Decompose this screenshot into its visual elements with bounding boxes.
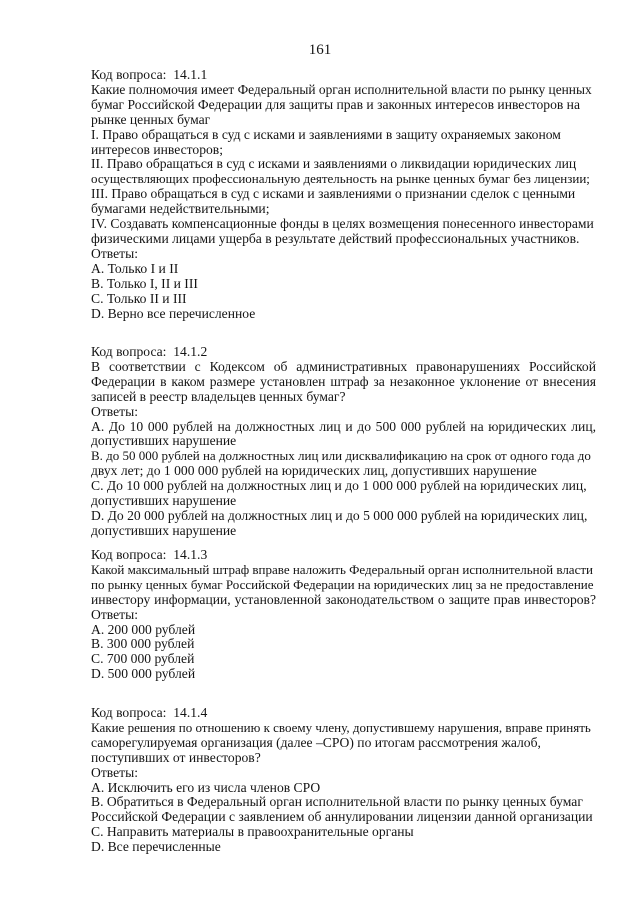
question-code-label: Код вопроса: xyxy=(91,344,174,359)
answer-option-line: B. Обратиться в Федеральный орган исполнительной власти по рынку ценных бумаг xyxy=(91,794,583,810)
answer-option-line: D. Все перечисленные xyxy=(91,839,221,855)
answers-label: Ответы: xyxy=(91,764,138,780)
statement-line: III. Право обращаться в суд с исками и заявлениями о признании сделок с ценными xyxy=(91,186,576,202)
answer-option-line: A. 200 000 рублей xyxy=(91,621,196,637)
answers-label: Ответы: xyxy=(91,606,138,622)
question-code: 14.1.2 xyxy=(173,344,208,359)
question-text-line: Какой максимальный штраф вправе наложить Федеральный орган исполнительной власти xyxy=(91,561,593,577)
statement-line: I. Право обращаться в суд с исками и заявлениями в защиту охраняемых законом xyxy=(91,126,561,142)
answer-option-line: C. До 10 000 рублей на должностных лиц и до 1 000 000 рублей на юридических лиц, xyxy=(91,478,587,494)
statement-line: II. Право обращаться в суд с исками и заявлениями о ликвидации юридических лиц xyxy=(91,156,577,172)
question-code-line xyxy=(91,345,596,360)
question-code-line xyxy=(91,68,596,83)
question-text-line: Какие решения по отношению к своему члену, допустившему нарушения, вправе принять xyxy=(91,719,591,735)
answer-option-line: A. Только I и II xyxy=(91,260,179,276)
answer-option-line: C. Направить материалы в правоохранительные органы xyxy=(91,824,414,840)
question-text-line: бумаг Российской Федерации для защиты прав и законных интересов инвесторов на xyxy=(91,96,580,112)
answers-label: Ответы: xyxy=(91,403,138,419)
answer-option-line: B. 300 000 рублей xyxy=(91,636,195,652)
question-code-line xyxy=(91,548,596,563)
answer-option-line: допустивших нарушение xyxy=(91,522,237,538)
question-block-14-1-4 xyxy=(91,706,596,855)
answer-option-line: C. 700 000 рублей xyxy=(91,651,195,667)
statement-line: осуществляющих профессиональную деятельность на рынке ценных бумаг без лицензии; xyxy=(91,171,590,187)
answer-option-line: D. 500 000 рублей xyxy=(91,666,196,682)
answer-option-line: допустивших нарушение xyxy=(91,493,237,509)
question-code: 14.1.3 xyxy=(173,547,208,562)
page-number: 161 xyxy=(308,42,332,58)
question-text-line: поступивших от инвесторов? xyxy=(91,749,261,765)
answer-option-line: D. До 20 000 рублей на должностных лиц и до 5 000 000 рублей на юридических лиц, xyxy=(91,507,588,523)
question-text-line: инвестору информации, установленной законодательством о защите прав инвесторов? xyxy=(91,591,596,607)
statement-line: интересов инвесторов; xyxy=(91,141,223,157)
answer-option-line: A. Исключить его из числа членов СРО xyxy=(91,779,321,795)
question-text-line: саморегулируемая организация (далее –СРО) по итогам рассмотрения жалоб, xyxy=(91,734,541,750)
question-code: 14.1.1 xyxy=(173,67,208,82)
question-block-14-1-3 xyxy=(91,548,596,682)
question-code: 14.1.4 xyxy=(173,705,208,720)
question-text-line: В соответствии с Кодексом об административных правонарушениях Российской xyxy=(91,358,596,374)
question-code-label: Код вопроса: xyxy=(91,67,174,82)
question-block-14-1-2 xyxy=(91,345,596,539)
question-text-line: рынке ценных бумаг xyxy=(91,111,211,127)
question-block-14-1-1 xyxy=(91,68,596,321)
answer-option-line: C. Только II и III xyxy=(91,290,187,306)
statement-line: физическими лицами ущерба в результате действий профессиональных участников. xyxy=(91,230,580,246)
answer-option-line: допустивших нарушение xyxy=(91,433,237,449)
answer-option-line: B. до 50 000 рублей на должностных лиц или дисквалификацию на срок от одного года до xyxy=(91,448,591,464)
answer-option-line: A. До 10 000 рублей на должностных лиц и до 500 000 рублей на юридических лиц, xyxy=(91,418,596,434)
question-text-line: по рынку ценных бумаг Российской Федерации на юридических лиц за не предоставление xyxy=(91,576,594,592)
question-code-line xyxy=(91,706,596,721)
answer-option-line: Российской Федерации с заявлением об аннулировании лицензии данной организации xyxy=(91,809,593,825)
answer-option-line: D. Верно все перечисленное xyxy=(91,305,256,321)
answer-option-line: двух лет; до 1 000 000 рублей на юридических лиц, допустивших нарушение xyxy=(91,463,537,479)
answers-label: Ответы: xyxy=(91,245,138,261)
statement-line: бумагами недействительными; xyxy=(91,201,270,217)
statement-line: IV. Создавать компенсационные фонды в целях возмещения понесенного инвесторами xyxy=(91,216,594,232)
question-code-label: Код вопроса: xyxy=(91,705,174,720)
question-text-line: Федерации в каком размере установлен штраф за незаконное уклонение от внесения xyxy=(91,373,596,389)
question-code-label: Код вопроса: xyxy=(91,547,174,562)
answer-option-line: B. Только I, II и III xyxy=(91,275,198,291)
question-text-line: записей в реестр владельцев ценных бумаг? xyxy=(91,388,346,404)
question-text-line: Какие полномочия имеет Федеральный орган исполнительной власти по рынку ценных xyxy=(91,81,592,97)
